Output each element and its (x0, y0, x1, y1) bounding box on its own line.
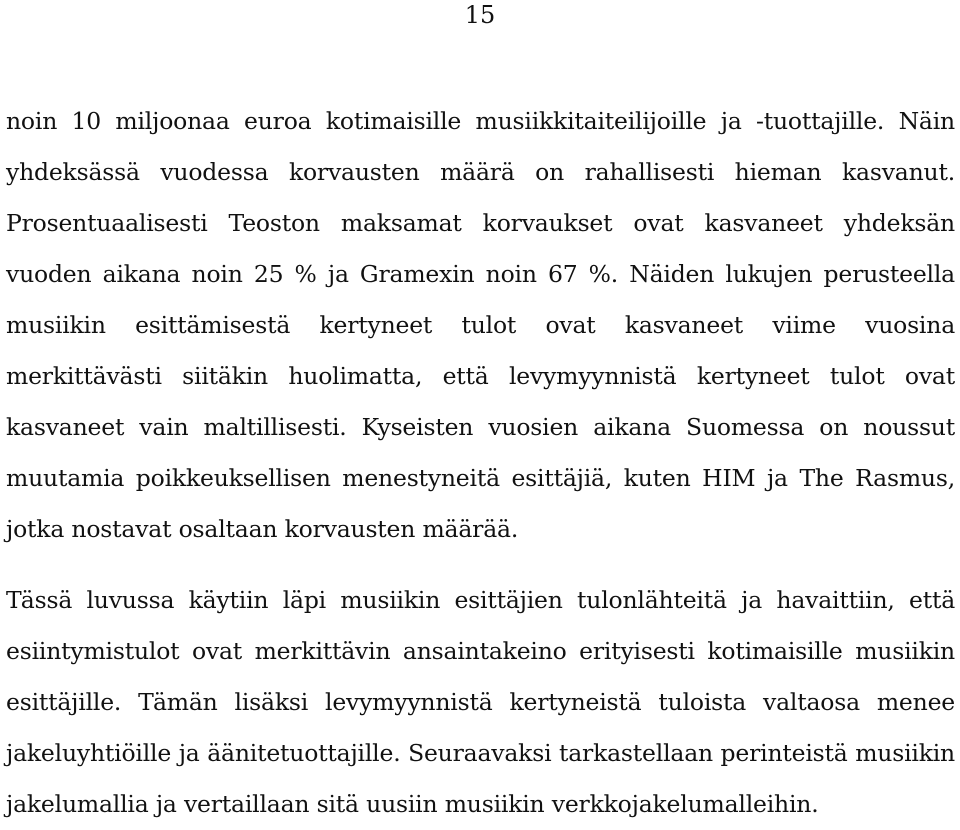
text-line: Prosentuaalisesti Teoston maksamat korvaukset ovat kasvaneet yhdeksän (6, 209, 955, 237)
text-line: vuoden aikana noin 25 % ja Gramexin noin 67 %. Näiden lukujen perusteella (6, 260, 955, 288)
text-line: jakeluyhtiöille ja äänitetuottajille. Seuraavaksi tarkastellaan perinteistä musiikin (6, 739, 955, 767)
paragraph-1 (6, 96, 955, 555)
text-line: esiintymistulot ovat merkittävin ansaintakeino erityisesti kotimaisille musiikin (6, 637, 955, 665)
text-line: kasvaneet vain maltillisesti. Kyseisten vuosien aikana Suomessa on noussut (6, 413, 955, 441)
text-line: Tässä luvussa käytiin läpi musiikin esittäjien tulonlähteitä ja havaittiin, että (6, 586, 955, 614)
text-line: esittäjille. Tämän lisäksi levymyynnistä kertyneistä tuloista valtaosa menee (6, 688, 955, 716)
text-line: merkittävästi siitäkin huolimatta, että levymyynnistä kertyneet tulot ovat (6, 362, 955, 390)
text-line: noin 10 miljoonaa euroa kotimaisille musiikkitaiteilijoille ja -tuottajille. Näin (6, 107, 955, 135)
text-line: jakelumallia ja vertaillaan sitä uusiin musiikin verkkojakelumalleihin. (6, 790, 819, 818)
text-line: jotka nostavat osaltaan korvausten määrää. (6, 515, 519, 543)
text-line: yhdeksässä vuodessa korvausten määrä on rahallisesti hieman kasvanut. (6, 158, 955, 186)
paragraph-2 (6, 575, 955, 830)
text-line: muutamia poikkeuksellisen menestyneitä esittäjiä, kuten HIM ja The Rasmus, (6, 464, 955, 492)
page-number: 15 (464, 1, 496, 29)
text-line: musiikin esittämisestä kertyneet tulot ovat kasvaneet viime vuosina (6, 311, 955, 339)
